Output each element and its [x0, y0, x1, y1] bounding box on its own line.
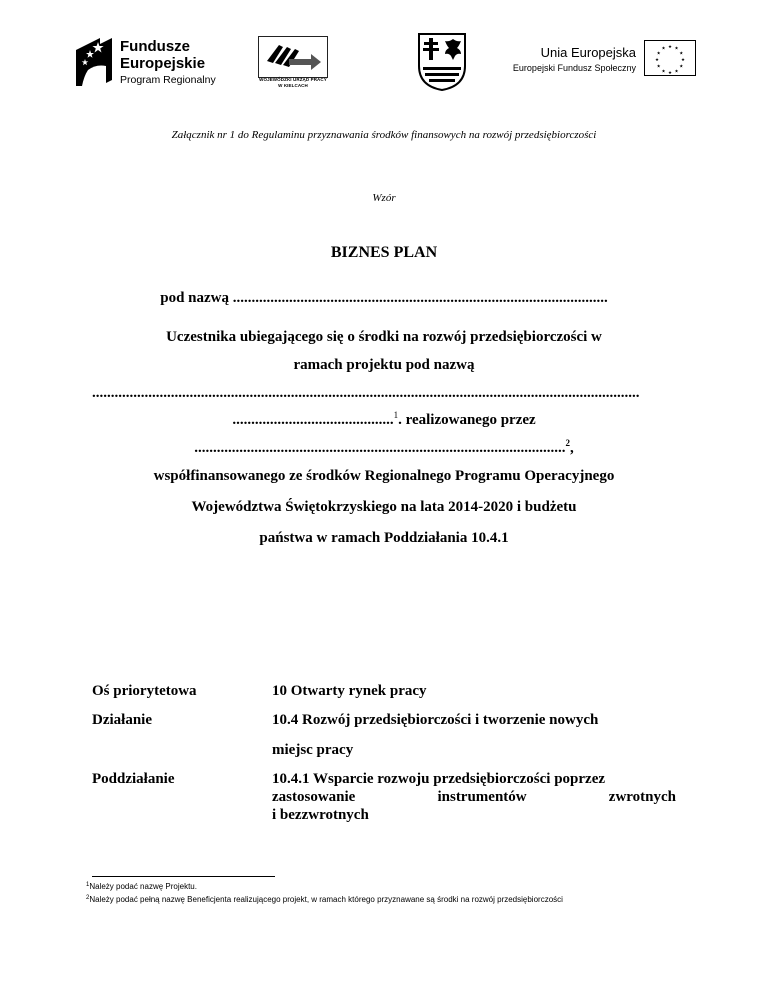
participant-line-2: ramach projektu pod nazwą [293, 357, 475, 373]
footnote-1-text: Należy podać nazwę Projektu. [89, 882, 197, 891]
footnote-ref-2: 2 [565, 438, 570, 448]
document-title: BIZNES PLAN [330, 244, 438, 261]
fundusze-europejskie-logo [74, 36, 224, 90]
footnote-2 [86, 895, 563, 904]
subaction-word-1: zastosowanie [272, 789, 356, 805]
footnote-2-number: 2 [86, 895, 90, 901]
footnote-separator [92, 876, 275, 877]
wup-caption-line-2: W KIELCACH [278, 83, 308, 88]
fe-line-1: Fundusze [120, 38, 190, 55]
fundusze-europejskie-mark-icon [74, 36, 114, 88]
subaction-word-3: zwrotnych [608, 789, 676, 805]
cofinanced-line-1: współfinansowanego ze środków Regionalnego Programu Operacyjnego [153, 468, 615, 484]
action-value-line-2: miejsc pracy [272, 742, 354, 758]
footnote-ref-1: 1 [393, 410, 399, 420]
template-label: Wzór [372, 192, 396, 204]
subaction-value-line-3: i bezzwrotnych [272, 807, 369, 823]
footnote-2-text: Należy podać pełną nazwę Beneficjenta realizującego projekt, w ramach którego przyznawane są środki na rozwój przedsiębiorczości [89, 895, 563, 904]
svg-text:★: ★ [661, 46, 666, 52]
svg-text:★: ★ [656, 64, 661, 70]
axis-label: Oś priorytetowa [92, 683, 197, 699]
subaction-value-line-2 [272, 789, 676, 806]
wup-caption-line-1: WOJEWÓDZKI URZĄD PRACY [259, 77, 327, 82]
svg-text:★: ★ [674, 69, 679, 75]
footnote-1 [86, 882, 197, 891]
footnote-1-number: 1 [86, 882, 90, 888]
cofinanced-line-3: państwa w ramach Poddziałania 10.4.1 [259, 530, 509, 546]
participant-line-1: Uczestnika ubiegającego się o środki na rozwój przedsiębiorczości w [166, 329, 602, 345]
beneficiary-comma: , [570, 440, 574, 456]
svg-text:★: ★ [680, 58, 686, 63]
project-realized-line [0, 412, 768, 429]
svg-text:★: ★ [667, 71, 673, 76]
logo-bar [0, 32, 768, 92]
svg-text:★: ★ [679, 64, 684, 70]
project-name-dots-line: .................................................................................................................................................. [92, 385, 640, 401]
ue-line-1: Unia Europejska [540, 45, 636, 60]
coat-of-arms-icon [417, 32, 467, 92]
annex-header: Załącznik nr 1 do Regulaminu przyznawania środków finansowych na rozwój przedsiębiorczości [171, 129, 597, 141]
beneficiary-dots: ................................................................................................... [194, 440, 566, 456]
svg-text:★: ★ [667, 45, 673, 50]
svg-text:★: ★ [679, 51, 684, 57]
project-name-dots: ........................................... [232, 412, 394, 428]
wup-emblem-box [258, 36, 328, 78]
wup-arrow-icon [259, 37, 327, 77]
subaction-value-line-1: 10.4.1 Wsparcie rozwoju przedsiębiorczości poprzez [272, 771, 606, 787]
svg-text:★: ★ [654, 58, 660, 63]
svg-text:★: ★ [661, 69, 666, 75]
unia-europejska-logo [512, 40, 696, 88]
subaction-word-2: instrumentów [437, 789, 527, 805]
swietokrzyskie-coat-of-arms [417, 32, 467, 92]
action-label: Działanie [92, 712, 152, 728]
action-value-line-1: 10.4 Rozwój przedsiębiorczości i tworzenie nowych [272, 712, 599, 728]
cofinanced-line-2: Województwa Świętokrzyskiego na lata 2014-2020 i budżetu [191, 499, 577, 515]
eu-flag-icon [644, 40, 696, 76]
svg-text:★: ★ [656, 51, 661, 57]
ue-line-2: Europejski Fundusz Społeczny [512, 63, 636, 73]
fe-line-2: Europejskie [120, 55, 206, 72]
realized-by-text: . realizowanego przez [398, 412, 536, 428]
svg-text:★: ★ [674, 46, 679, 52]
axis-value: 10 Otwarty rynek pracy [272, 683, 427, 699]
subaction-label: Poddziałanie [92, 771, 175, 787]
wup-caption [252, 77, 334, 89]
wup-kielce-logo [258, 36, 338, 90]
fe-line-3: Program Regionalny [120, 74, 216, 86]
ue-text [513, 44, 636, 75]
name-line: pod nazwą .................................................................................................... [160, 290, 608, 306]
beneficiary-line [0, 440, 768, 457]
fundusze-europejskie-text [120, 38, 216, 88]
